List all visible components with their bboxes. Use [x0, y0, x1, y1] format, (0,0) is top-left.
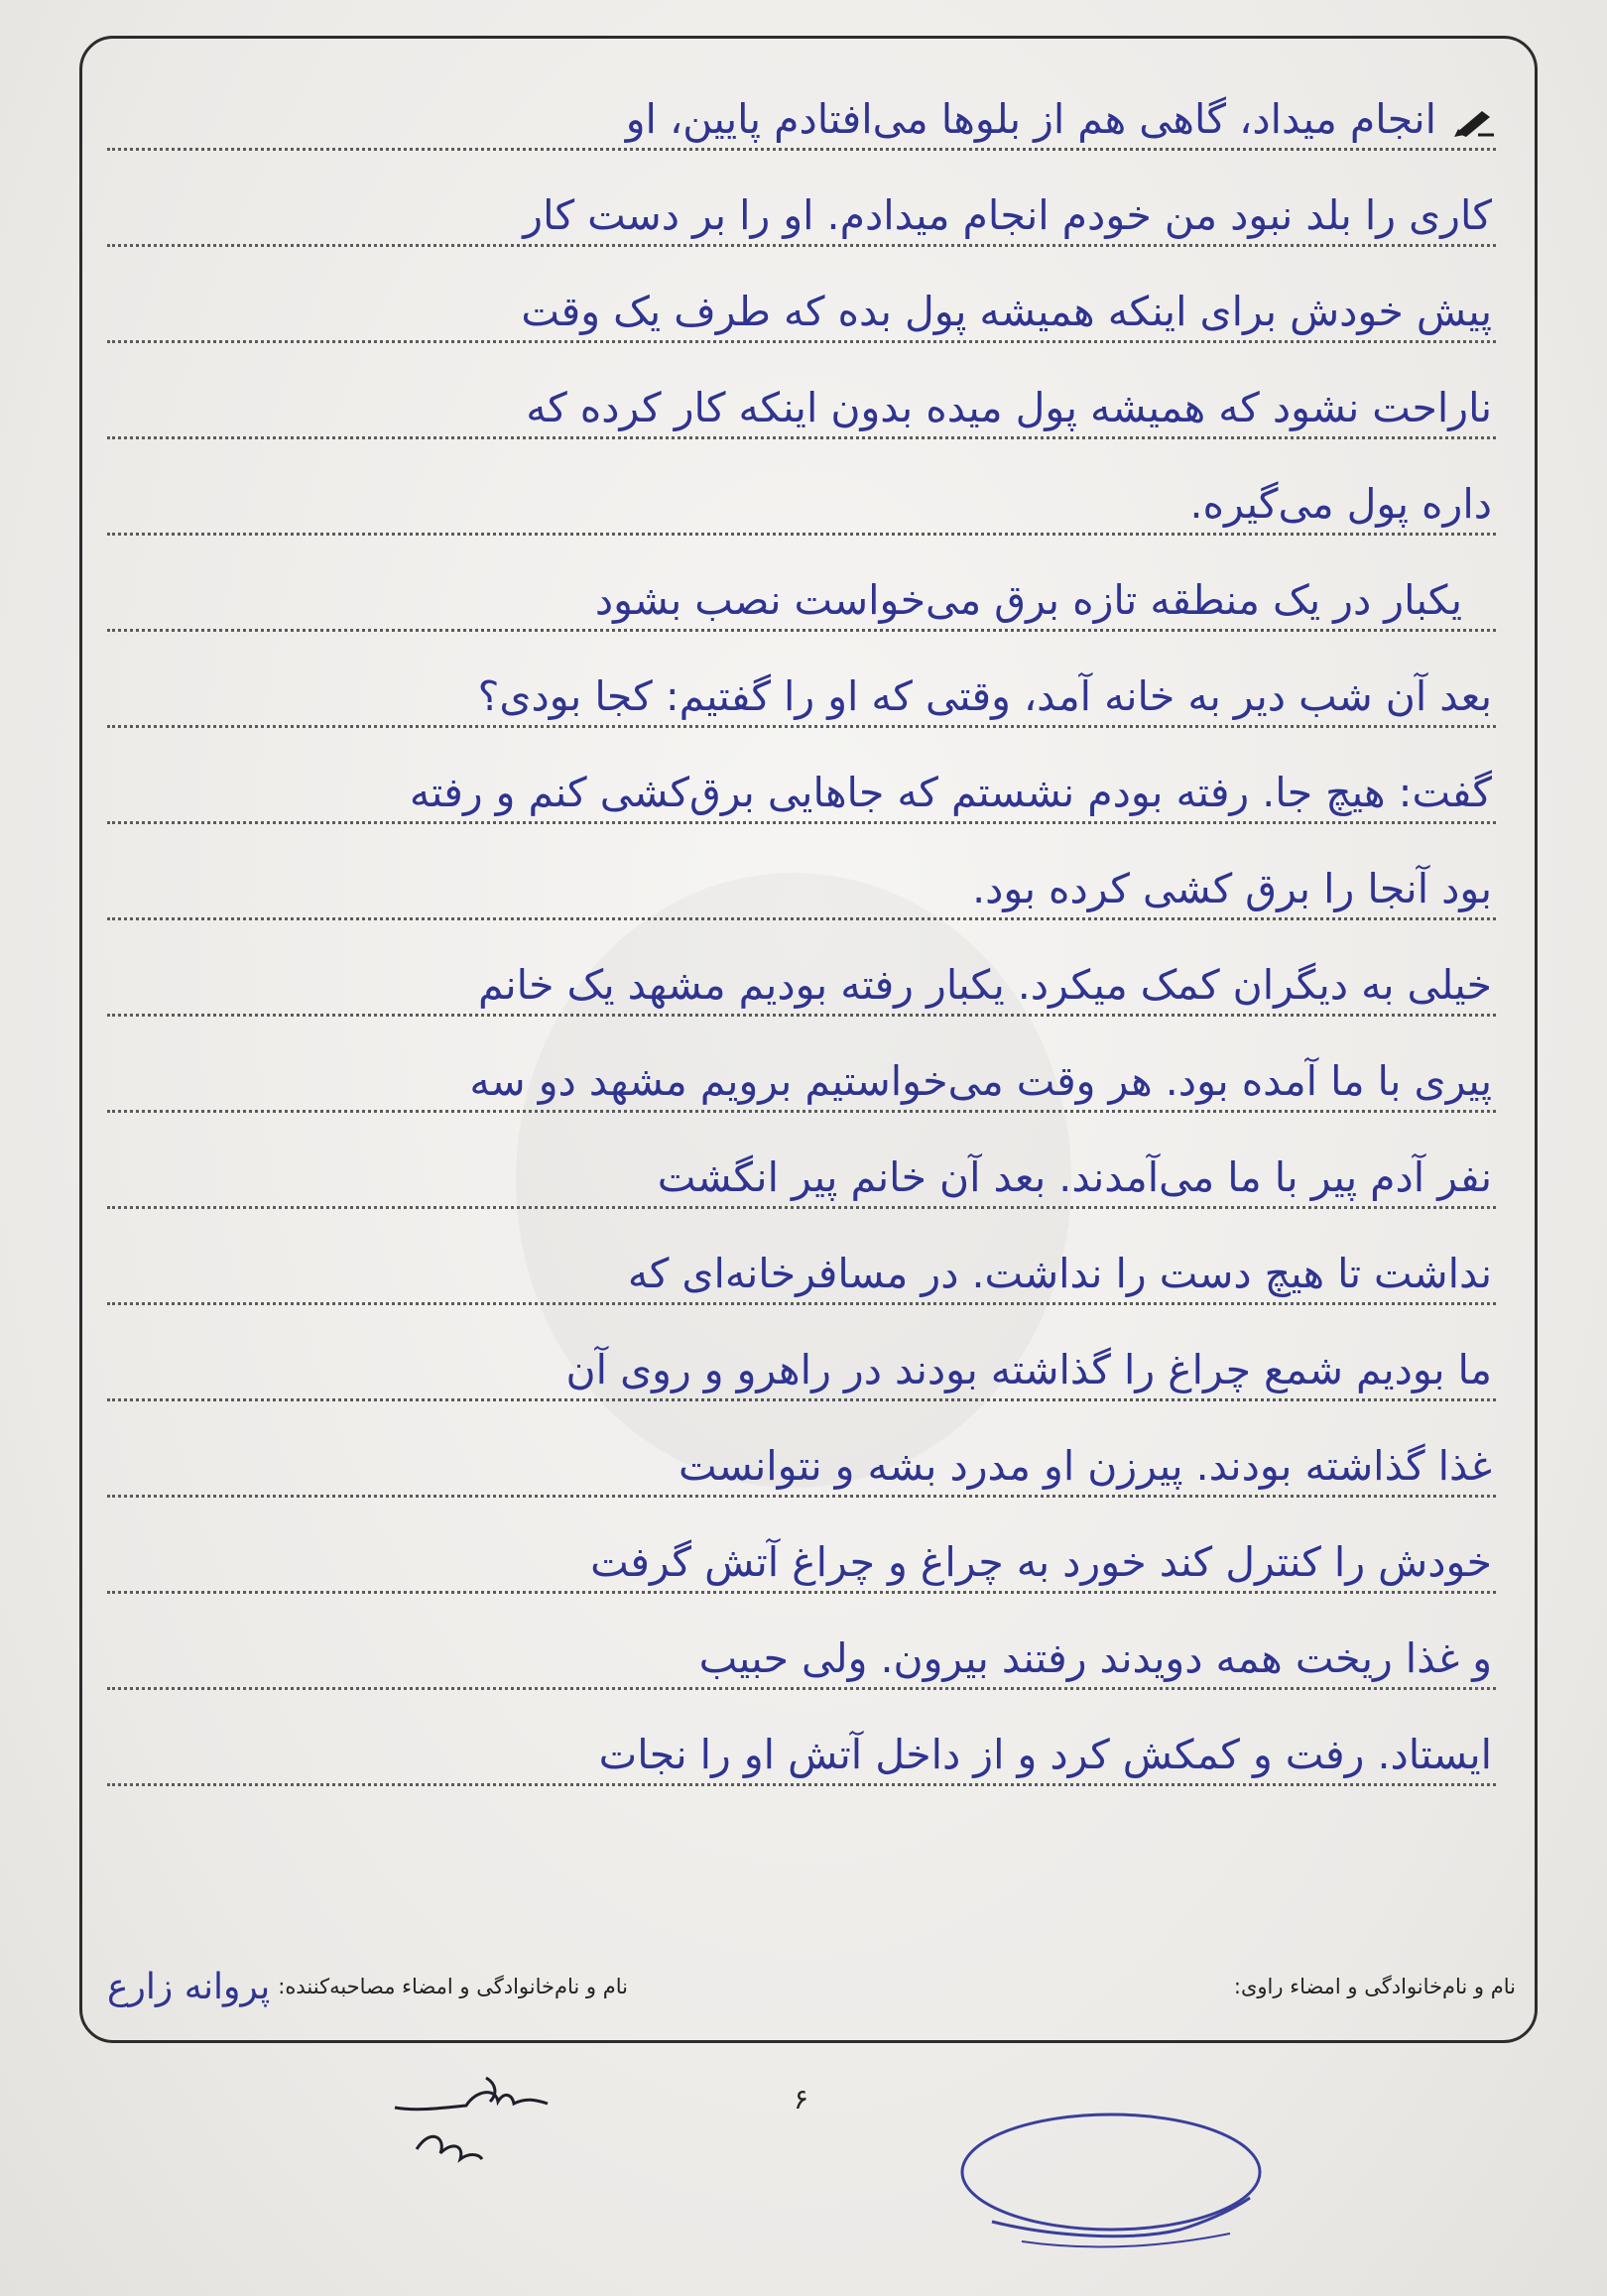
handwritten-line: خودش را کنترل کند خورد به چراغ و چراغ آتش گرفت	[590, 1538, 1492, 1586]
handwritten-line: ایستاد. رفت و کمکش کرد و از داخل آتش او را نجات	[598, 1731, 1492, 1778]
handwritten-line: پیری با ما آمده بود. هر وقت می‌خواستیم برویم مشهد دو سه	[469, 1057, 1492, 1105]
handwritten-line: نداشت تا هیچ دست را نداشت. در مسافرخانه‌ای که	[627, 1250, 1492, 1297]
text-line-2	[107, 174, 1496, 257]
narrator-signature	[387, 2068, 556, 2177]
handwritten-line: کاری را بلد نبود من خودم انجام میدادم. او را بر دست کار	[523, 191, 1492, 239]
interviewer-label: نام و نام‌خانوادگی و امضاء مصاحبه‌کننده:	[278, 1975, 628, 1998]
text-line-14	[107, 1328, 1496, 1411]
text-line-10	[107, 943, 1496, 1027]
handwritten-line: بعد آن شب دیر به خانه آمد، وقتی که او را گفتیم: کجا بودی؟	[477, 672, 1492, 720]
pen-icon	[1452, 105, 1496, 139]
text-line-11	[107, 1039, 1496, 1123]
text-line-12	[107, 1136, 1496, 1219]
handwritten-line: و غذا ریخت همه دویدند رفتند بیرون. ولی حبیب	[698, 1634, 1492, 1682]
handwritten-line: انجام میداد، گاهی هم از بلوها می‌افتادم پایین، او	[625, 95, 1436, 143]
narrator-label: نام و نام‌خانوادگی و امضاء راوی:	[1233, 1975, 1516, 1998]
text-line-18	[107, 1713, 1496, 1796]
handwritten-line: پیش خودش برای اینکه همیشه پول بده که طرف یک وقت	[521, 288, 1492, 335]
handwritten-line: ناراحت نشود که همیشه پول میده بدون اینکه کار کرده که	[526, 384, 1492, 431]
interviewer-name: پروانه زارع	[107, 1966, 271, 2007]
handwritten-line: داره پول می‌گیره.	[1189, 480, 1492, 528]
text-line-8	[107, 751, 1496, 834]
text-line-7	[107, 655, 1496, 738]
handwritten-line: گفت: هیچ جا. رفته بودم نشستم که جاهایی برق‌کشی کنم و رفته	[409, 769, 1492, 816]
handwritten-line: ما بودیم شمع چراغ را گذاشته بودند در راهرو و روی آن	[565, 1346, 1492, 1393]
text-line-15	[107, 1424, 1496, 1508]
text-line-4	[107, 366, 1496, 449]
text-line-9	[107, 847, 1496, 930]
text-line-17	[107, 1617, 1496, 1700]
text-line-16	[107, 1520, 1496, 1604]
signature-footer	[107, 1962, 1516, 2011]
text-line-3	[107, 270, 1496, 353]
text-line-1	[107, 77, 1496, 161]
handwritten-line: خیلی به دیگران کمک میکرد. یکبار رفته بودیم مشهد یک خانم	[477, 961, 1492, 1009]
text-line-6	[107, 558, 1496, 642]
handwritten-line: نفر آدم پیر با ما می‌آمدند. بعد آن خانم پیر انگشت	[657, 1153, 1492, 1201]
narrator-field	[1234, 1975, 1516, 1998]
interviewer-field	[107, 1967, 628, 2007]
page-number: ۶	[794, 2083, 809, 2115]
handwritten-line: بود آنجا را برق کشی کرده بود.	[972, 865, 1492, 912]
interviewer-signature	[932, 2103, 1270, 2261]
text-line-5	[107, 462, 1496, 545]
text-line-13	[107, 1232, 1496, 1315]
handwritten-line: غذا گذاشته بودند. پیرزن او مدرد بشه و نتوانست	[679, 1442, 1492, 1490]
handwritten-line: یکبار در یک منطقه تازه برق می‌خواست نصب بشود	[594, 576, 1462, 624]
